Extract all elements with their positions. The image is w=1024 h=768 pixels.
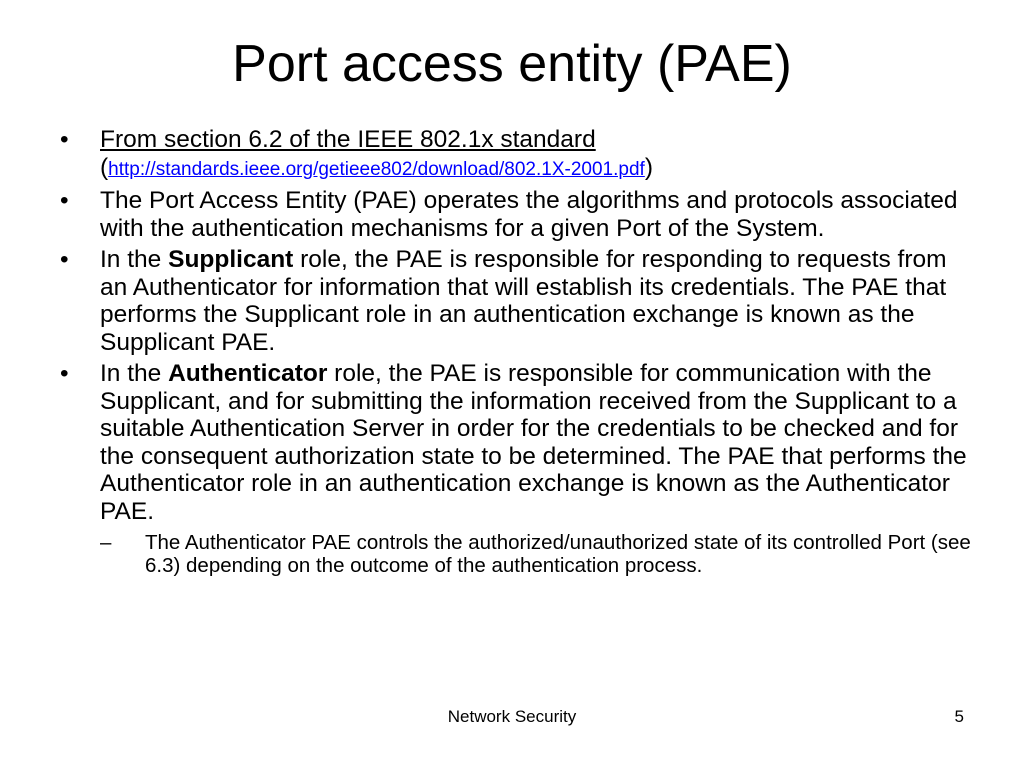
bullet-text: From section 6.2 of the IEEE 802.1x standard (100, 126, 596, 153)
bullet-marker: • (60, 360, 69, 387)
bullet-marker: • (60, 187, 69, 214)
bullet-text-suffix: role, the PAE is responsible for responding to requests from an Authenticator for information that will establish its credentials. The PAE that performs the Supplicant role in an authentication exchange is known as the Supplicant PAE. (100, 246, 947, 356)
close-paren: ) (644, 153, 653, 181)
slide-body (60, 126, 980, 577)
bullet-text-suffix: role, the PAE is responsible for communication with the Supplicant, and for submitting the information received from the Supplicant to a suitable Authentication Server in order for the credentials to be checked and for the consequent authorization state to be determined. The PAE that performs the Authenticator role in an authentication exchange is known as the Authenticator PAE. (100, 360, 967, 525)
bullet-item (60, 246, 980, 356)
open-paren: ( (100, 153, 109, 181)
sub-bullet-text: The Authenticator PAE controls the authorized/unauthorized state of its controlled Port (see 6.3) depending on the outcome of the authentication process. (145, 531, 971, 577)
sub-bullet-item (100, 531, 980, 577)
footer-title: Network Security (447, 707, 577, 726)
standard-link[interactable]: http://standards.ieee.org/getieee802/download/802.1X-2001.pdf (108, 158, 645, 180)
bullet-bold-term: Authenticator (168, 360, 328, 387)
bullet-bold-term: Supplicant (168, 246, 294, 273)
bullet-marker: • (60, 246, 69, 273)
bullet-text-prefix: In the (100, 246, 169, 273)
bullet-item (60, 360, 980, 525)
page-number: 5 (954, 707, 964, 726)
bullet-text-prefix: In the (100, 360, 169, 387)
bullet-marker: • (60, 126, 69, 153)
bullet-item (60, 187, 980, 242)
bullet-text: The Port Access Entity (PAE) operates the algorithms and protocols associated with the authentication mechanisms for a given Port of the System. (100, 187, 958, 242)
slide-title: Port access entity (PAE) (232, 35, 792, 93)
bullet-item (60, 126, 980, 183)
sub-bullet-marker: – (100, 531, 112, 554)
